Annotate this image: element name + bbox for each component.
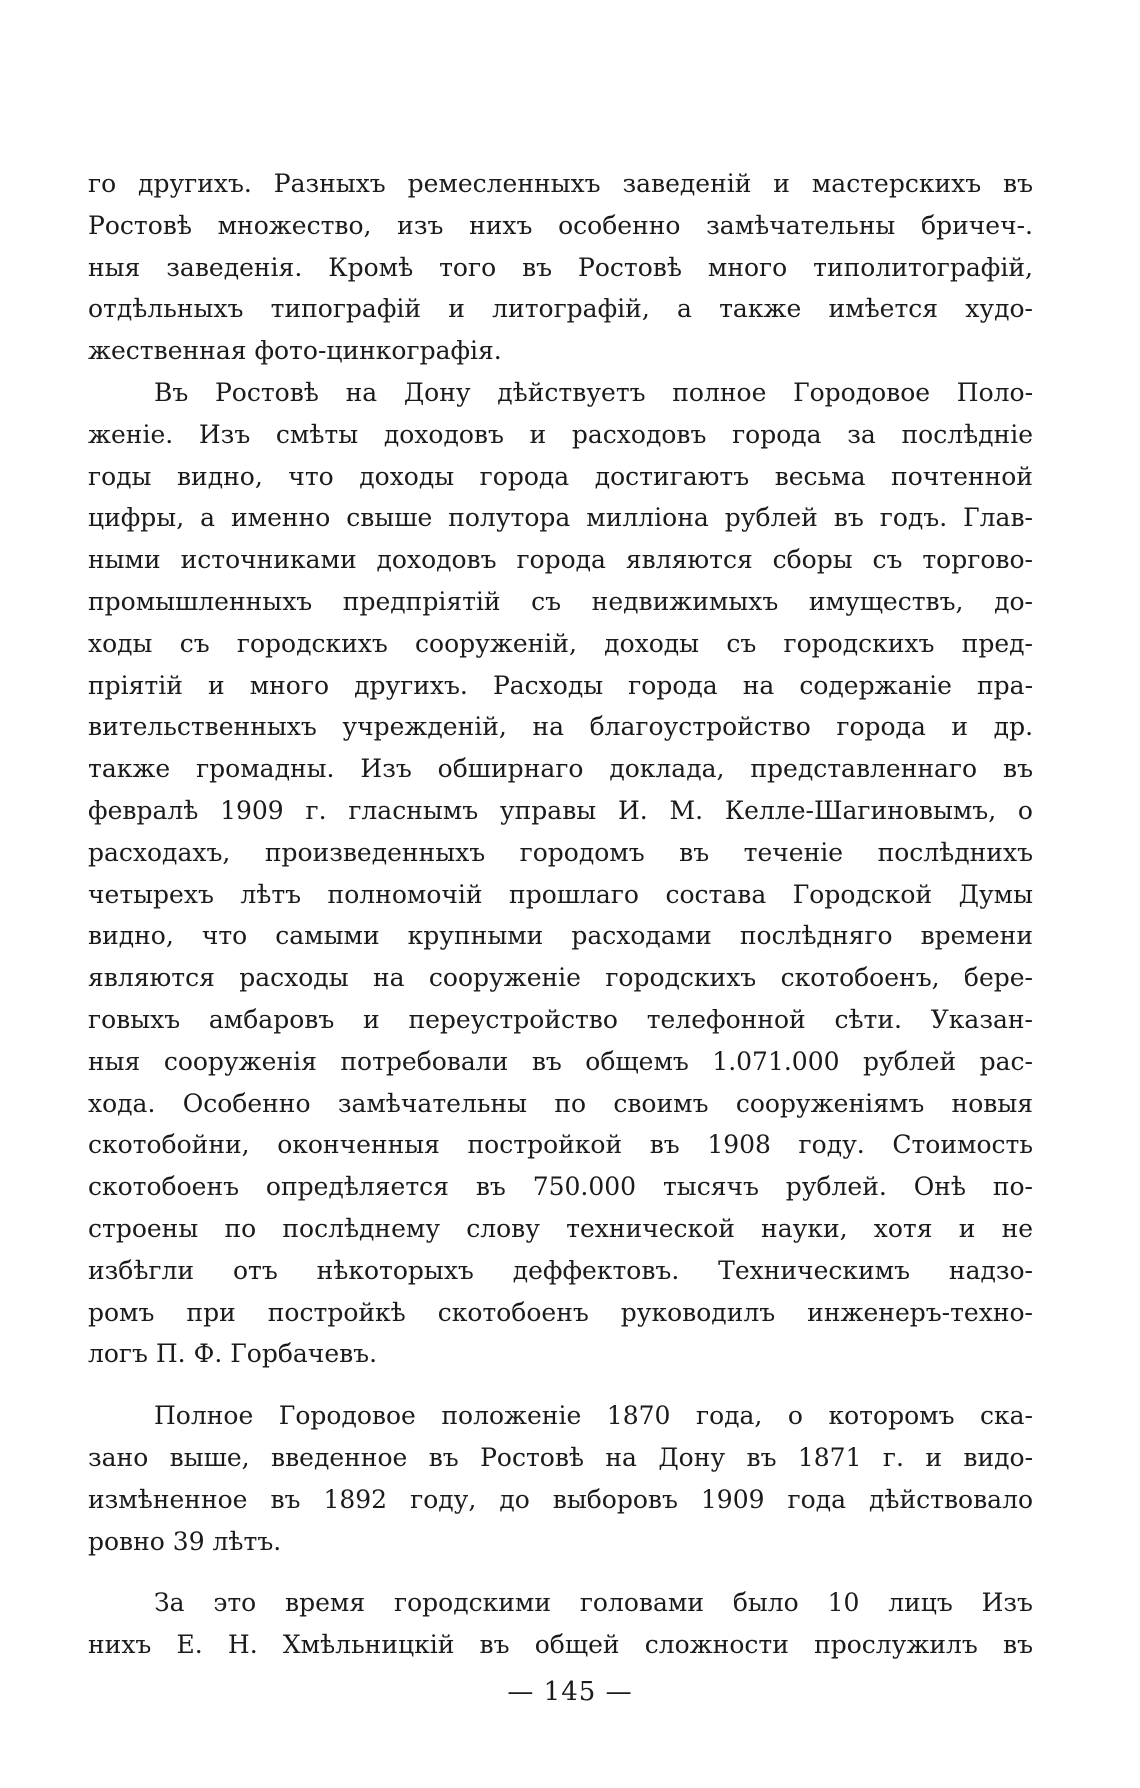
text-line: Въ Ростовѣ на Дону дѣйствуетъ полное Городовое Поло- — [154, 377, 1033, 407]
text-line: женіе. Изъ смѣты доходовъ и расходовъ города за послѣдніе — [88, 419, 1033, 449]
text-line: За это время городскими головами было 10 лицъ Изъ — [154, 1588, 1033, 1618]
paragraph-gap — [88, 1562, 1033, 1582]
text-line: говыхъ амбаровъ и переустройство телефонной сѣти. Указан- — [88, 1004, 1033, 1034]
text-line: строены по послѣднему слову технической науки, хотя и не — [88, 1213, 1033, 1243]
text-line: февралѣ 1909 г. гласнымъ управы И. М. Келле-Шагиновымъ, о — [88, 795, 1033, 825]
text-line: избѣгли отъ нѣкоторыхъ деффектовъ. Техническимъ надзо- — [88, 1255, 1033, 1285]
text-line: вительственныхъ учрежденій, на благоустройство города и др. — [88, 712, 1033, 742]
text-line: логъ П. Ф. Горбачевъ. — [88, 1339, 378, 1369]
text-line: ходы съ городскихъ сооруженій, доходы съ городскихъ пред- — [88, 628, 1033, 658]
text-line: ромъ при постройкѣ скотобоенъ руководилъ инженеръ-техно- — [88, 1297, 1033, 1327]
text-line: Полное Городовое положеніе 1870 года, о которомъ ска- — [154, 1401, 1033, 1431]
text-line: скотобоенъ опредѣляется въ 750.000 тысячъ рублей. Онѣ по- — [88, 1172, 1033, 1202]
text-line: годы видно, что доходы города достигаютъ весьма почтенной — [88, 461, 1033, 491]
text-line: ныя заведенія. Кромѣ того въ Ростовѣ много типолитографій, — [88, 252, 1033, 282]
text-line: являются расходы на сооруженіе городскихъ скотобоенъ, бере- — [88, 963, 1033, 993]
text-line: скотобойни, оконченныя постройкой въ 1908 году. Стоимость — [88, 1130, 1033, 1160]
text-line: зано выше, введенное въ Ростовѣ на Дону въ 1871 г. и видо- — [88, 1442, 1033, 1472]
text-line: расходахъ, произведенныхъ городомъ въ теченіе послѣднихъ — [88, 837, 1033, 867]
text-line: ныя сооруженія потребовали въ общемъ 1.071.000 рублей рас- — [88, 1046, 1033, 1076]
text-line: промышленныхъ предпріятій съ недвижимыхъ имуществъ, до- — [88, 586, 1033, 616]
text-line: отдѣльныхъ типографій и литографій, а также имѣется худо- — [88, 294, 1033, 324]
text-line: нихъ Е. Н. Хмѣльницкій въ общей сложности прослужилъ въ — [88, 1630, 1033, 1660]
body-text — [88, 163, 1033, 1666]
text-line: ровно 39 лѣтъ. — [88, 1526, 282, 1556]
text-line: четырехъ лѣтъ полномочій прошлаго состава Городской Думы — [88, 879, 1033, 909]
paragraph-gap — [88, 1375, 1033, 1395]
text-line: ными источниками доходовъ города являются сборы съ торгово- — [88, 545, 1033, 575]
text-line: видно, что самыми крупными расходами послѣдняго времени — [88, 921, 1033, 951]
text-line: измѣненное въ 1892 году, до выборовъ 1909 года дѣйствовало — [88, 1484, 1033, 1514]
text-line: го другихъ. Разныхъ ремесленныхъ заведеній и мастерскихъ въ — [88, 169, 1033, 198]
page-number: — 145 — — [507, 1677, 633, 1707]
text-line: пріятій и много другихъ. Расходы города на содержаніе пра- — [88, 670, 1033, 700]
text-line: также громадны. Изъ обширнаго доклада, представленнаго въ — [88, 754, 1033, 784]
text-line: жественная фото-цинкографія. — [88, 336, 502, 366]
text-line: Ростовѣ множество, изъ нихъ особенно замѣчательны бричеч-. — [88, 210, 1033, 240]
text-line: цифры, а именно свыше полутора милліона рублей въ годъ. Глав- — [88, 503, 1033, 533]
text-line: хода. Особенно замѣчательны по своимъ сооруженіямъ новыя — [88, 1088, 1033, 1118]
